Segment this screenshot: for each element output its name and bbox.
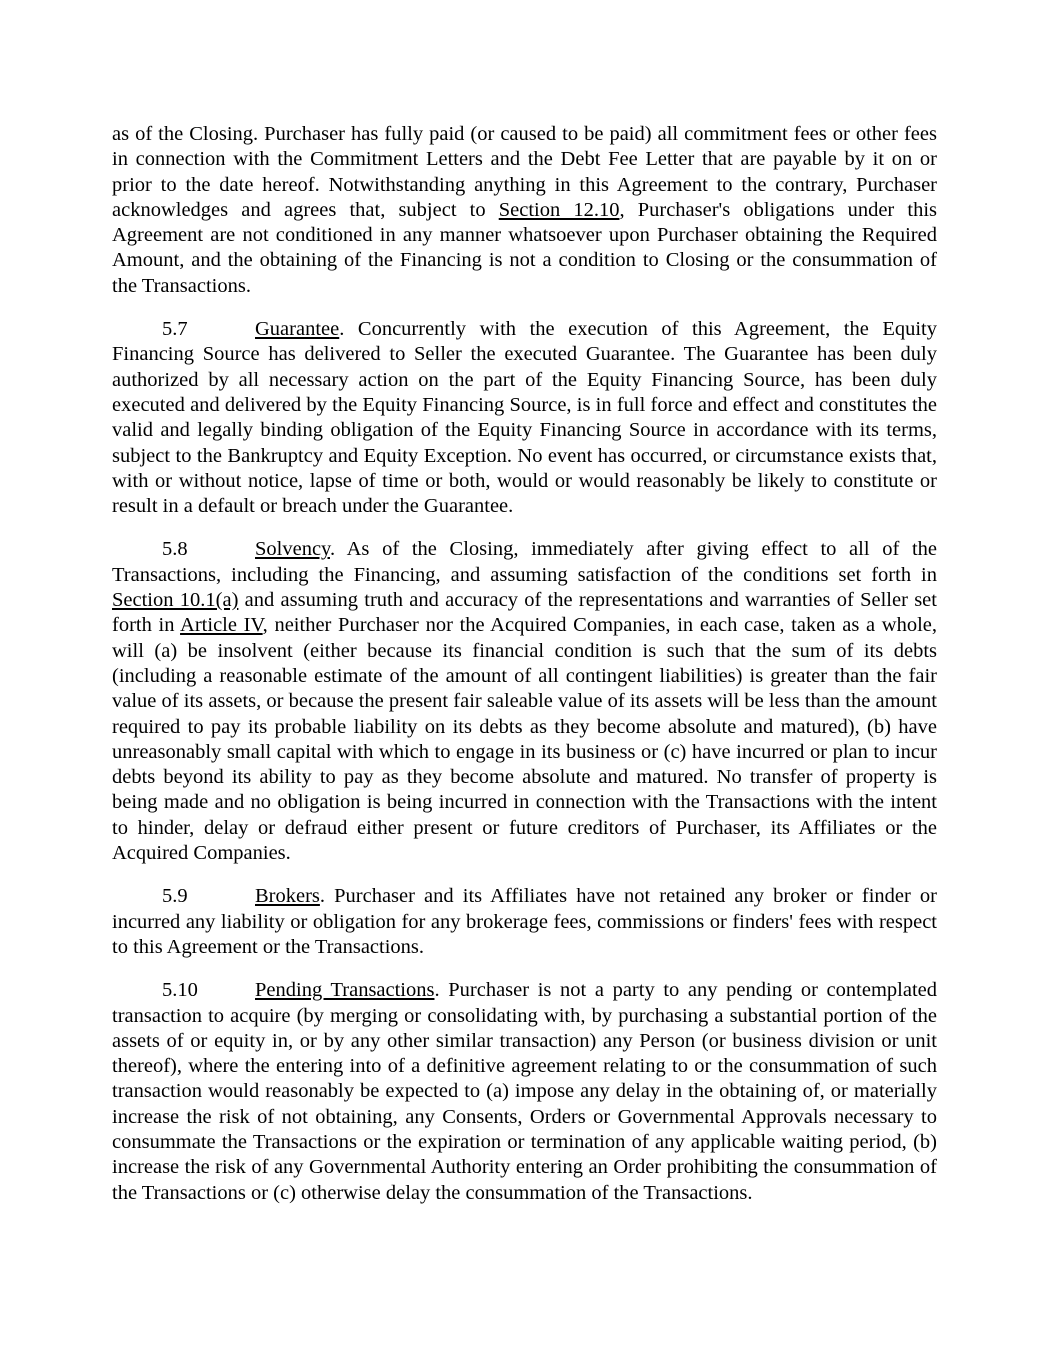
section-number: 5.8	[162, 538, 188, 561]
underlined-reference: Pending Transactions	[255, 979, 435, 1002]
document-body	[112, 122, 937, 1224]
underlined-reference: Guarantee	[255, 318, 340, 341]
underlined-reference: Solvency	[255, 538, 330, 561]
text-run: . Concurrently with the execution of this Agreement, the Equity Financing Source has delivered to Seller the executed Guarantee. The Guarantee has been duly authorized by all necessary action on the part of the Equity Financing Source, has been duly executed and delivered by the Equity Financing Source, is in full force and effect and constitutes the valid and legally binding obligation of the Equity Financing Source in accordance with its terms, subject to the Bankruptcy and Equity Exception. No event has occurred, or circumstance exists that, with or without notice, lapse of time or both, would or would reasonably be likely to constitute or result in a default or breach under the Guarantee.	[112, 318, 937, 518]
underlined-reference: Article IV	[180, 614, 263, 637]
section-5-9-brokers	[112, 884, 937, 960]
continuation-paragraph	[112, 122, 937, 299]
section-number: 5.7	[162, 318, 188, 341]
section-5-10-pending-transactions	[112, 978, 937, 1206]
text-run: , neither Purchaser nor the Acquired Companies, in each case, taken as a whole, will (a) be insolvent (either because its financial condition is such that the sum of its debts (including a reasonable estimate of the amount of all contingent liabilities) is greater than the fair value of its assets, or because the present fair saleable value of its assets will be less than the amount required to pay its probable liability on its debts as they become absolute and matured), (b) have unreasonably small capital with which to engage in its business or (c) have incurred or plan to incur debts beyond its ability to pay as they become absolute and matured. No transfer of property is being made and no obligation is being incurred in connection with the Transactions with the intent to hinder, delay or defraud either present or future creditors of Purchaser, its Affiliates or the Acquired Companies.	[112, 614, 937, 865]
underlined-reference: Section 10.1(a)	[112, 589, 239, 612]
section-number: 5.9	[162, 885, 188, 908]
text-run: and assuming truth and accuracy of the representations and warranties of Seller set forth in	[112, 589, 937, 637]
text-run: as of the Closing. Purchaser has fully paid (or caused to be paid) all commitment fees or other fees in connection with the Commitment Letters and the Debt Fee Letter that are payable by it on or prior to the date hereof. Notwithstanding anything in this Agreement to the contrary, Purchaser acknowledges and agrees that, subject to	[112, 123, 937, 221]
underlined-reference: Brokers	[255, 885, 320, 908]
text-run: , Purchaser's obligations under this Agreement are not conditioned in any manner whatsoever upon Purchaser obtaining the Required Amount, and the obtaining of the Financing is not a condition to Closing or the consummation of the Transactions.	[112, 198, 938, 297]
text-run: . Purchaser and its Affiliates have not retained any broker or finder or incurred any liability or obligation for any brokerage fees, commissions or finders' fees with respect to this Agreement or the Transactions.	[112, 885, 937, 958]
text-run: . Purchaser is not a party to any pending or contemplated transaction to acquire (by merging or consolidating with, by purchasing a substantial portion of the assets of or equity in, or by any other similar transaction) any Person (or business division or unit thereof), where the entering into of a definitive agreement relating to or the consummation of such transaction would reasonably be expected to (a) impose any delay in the obtaining of, or materially increase the risk of not obtaining, any Consents, Orders or Governmental Approvals necessary to consummate the Transactions or the expiration or termination of any applicable waiting period, (b) increase the risk of any Governmental Authority entering an Order prohibiting the consummation of the Transactions or (c) otherwise delay the consummation of the Transactions.	[112, 979, 937, 1204]
section-5-8-solvency	[112, 537, 937, 866]
section-5-7-guarantee	[112, 317, 937, 519]
underlined-reference: Section 12.10	[498, 198, 620, 221]
section-number: 5.10	[162, 979, 198, 1002]
text-run: . As of the Closing, immediately after giving effect to all of the Transactions, including the Financing, and assuming satisfaction of the conditions set forth in	[112, 538, 937, 586]
